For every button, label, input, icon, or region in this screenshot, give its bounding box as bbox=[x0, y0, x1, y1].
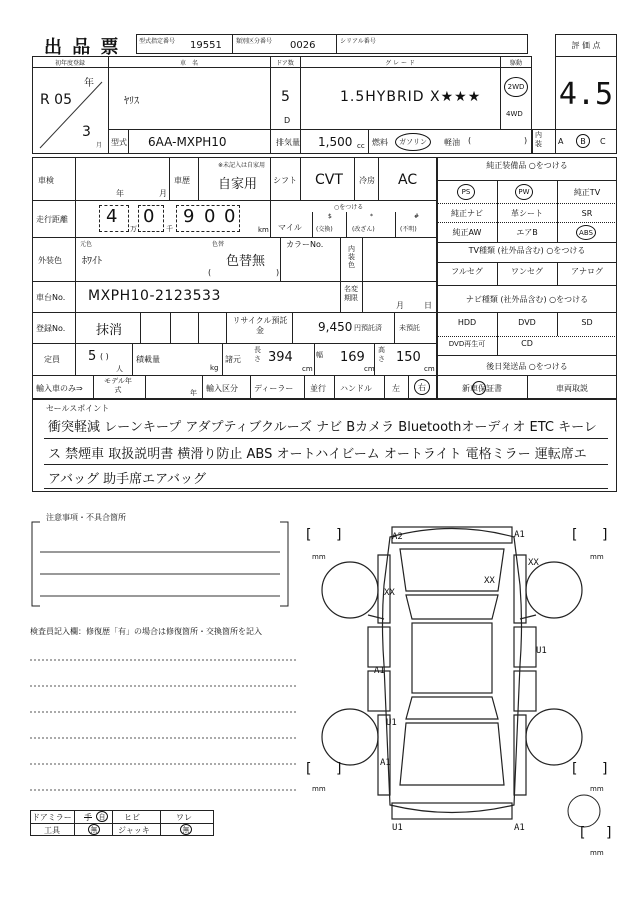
bracket-rl-open: [ bbox=[306, 761, 312, 777]
width-unit: cm bbox=[364, 365, 375, 373]
interior-b: B bbox=[576, 134, 590, 148]
handle-label: ハンドル bbox=[340, 384, 372, 393]
history-value: 自家用 bbox=[218, 177, 258, 192]
class-code-label: 類別区分番号 bbox=[236, 38, 273, 45]
mark-front-fender-left: XX bbox=[384, 588, 395, 598]
recycle-none: 未預託 bbox=[399, 324, 420, 332]
mark-hood: XX bbox=[484, 576, 495, 586]
bracket-fr-close: ] bbox=[602, 527, 608, 543]
bracket-sp-open: [ bbox=[580, 825, 586, 841]
mileage-digit-3: 9 bbox=[183, 206, 195, 227]
navi-dvd: DVD bbox=[518, 318, 536, 327]
import-parallel: 並行 bbox=[310, 384, 326, 393]
capacity-value: 5 bbox=[88, 349, 97, 364]
first-reg-month-unit: 月 bbox=[96, 142, 103, 149]
mark-left-door: A1 bbox=[374, 666, 385, 676]
recycle-label: リサイクル預託金 bbox=[232, 316, 288, 335]
navi-cd: CD bbox=[521, 339, 533, 348]
equip-tv: 純正TV bbox=[573, 187, 601, 197]
shift-label: シフト bbox=[273, 176, 297, 185]
mark-rear-bumper-left: U1 bbox=[392, 823, 403, 833]
odo-tamper-label: (改ざん) bbox=[352, 226, 375, 233]
equip-airbag: エアB bbox=[516, 227, 538, 237]
mirror-manual: 手 bbox=[84, 813, 92, 822]
fuel-paren-open: ( bbox=[468, 136, 472, 145]
repaint-label: 色替 bbox=[212, 241, 225, 248]
capacity-label: 定員 bbox=[44, 355, 60, 364]
later-label: 後日発送品 ○をつける bbox=[486, 362, 568, 371]
height-label: 高さ bbox=[378, 346, 385, 363]
handle-right: 右 bbox=[414, 379, 430, 395]
odo-exchange-label: (交換) bbox=[316, 226, 333, 233]
original-color: ﾎﾜｲﾄ bbox=[82, 256, 102, 267]
displacement-label: 排気量 bbox=[276, 138, 300, 147]
displacement-unit: cc bbox=[357, 142, 365, 150]
fuel-paren-close: ) bbox=[524, 136, 528, 145]
inspector-label: 検査員記入欄：修復歴「有」の場合は修復箇所・交換箇所を記入 bbox=[30, 627, 262, 636]
inspection-label: 車検 bbox=[38, 176, 54, 185]
grade-label: グ レ ー ド bbox=[385, 59, 415, 67]
caution-label: 注意事項・不具合箇所 bbox=[46, 513, 126, 522]
inspection-year-unit: 年 bbox=[116, 189, 124, 198]
capacity-unit: 人 bbox=[116, 365, 123, 373]
height-unit: cm bbox=[424, 365, 435, 373]
recycle-value: 9,450 bbox=[318, 320, 353, 334]
mark-front-fender-right: XX bbox=[528, 558, 539, 568]
recycle-unit: 円預託済 bbox=[354, 324, 382, 332]
form-title: 出 品 票 bbox=[44, 37, 121, 58]
jack-label: ジャッキ bbox=[118, 826, 150, 835]
mirror-label: ドアミラー bbox=[32, 813, 72, 822]
score-value: 4.5 bbox=[558, 76, 614, 112]
repaint-paren-close: ) bbox=[276, 268, 280, 277]
tool-value: 無 bbox=[88, 824, 100, 835]
import-type-label: 輸入区分 bbox=[206, 384, 238, 393]
mileage-digit-1: 4 bbox=[106, 206, 118, 227]
mark-front-bumper-right: A1 bbox=[514, 530, 525, 540]
displacement-value: 1,500 bbox=[318, 135, 353, 149]
caution-bracket bbox=[30, 514, 300, 614]
mileage-unit: km bbox=[258, 226, 269, 234]
score-label: 評 価 点 bbox=[571, 40, 601, 50]
mm-sp: mm bbox=[590, 849, 604, 857]
mileage-sen-unit: 千 bbox=[166, 225, 173, 233]
mile-label: マイル bbox=[278, 223, 302, 232]
fuel-gasoline: ガソリン bbox=[395, 133, 431, 151]
width-label: 幅 bbox=[316, 351, 323, 359]
interior-c: C bbox=[600, 137, 606, 146]
capacity-paren: ( ) bbox=[100, 352, 109, 361]
fuel-diesel: 軽油 bbox=[444, 138, 460, 147]
sales-points-line-2: ス 禁煙車 取扱説明書 横滑り防止 ABS オートハイビーム オートライト 電格ミラー 運転席エ bbox=[48, 447, 587, 462]
equip-pw: PW bbox=[515, 184, 533, 200]
tool-label: 工具 bbox=[44, 826, 60, 835]
crack-label: ヒビ bbox=[124, 813, 140, 822]
handle-left: 左 bbox=[392, 384, 400, 393]
chassis-number: MXPH10-2123533 bbox=[88, 288, 221, 304]
equip-navi: 純正ナビ bbox=[451, 208, 483, 218]
fuel-label: 燃料 bbox=[372, 138, 388, 147]
serial-label: シリアル番号 bbox=[340, 38, 376, 45]
grade: 1.5HYBRID X★★★ bbox=[340, 89, 482, 105]
mileage-man-unit: 万 bbox=[130, 225, 137, 233]
warranty-circle bbox=[472, 381, 486, 395]
car-name: ﾔﾘｽ bbox=[124, 96, 139, 107]
color-no-label: カラーNo. bbox=[286, 240, 324, 249]
tv-analog: アナログ bbox=[571, 267, 603, 276]
first-reg-year-unit: 年 bbox=[84, 78, 94, 89]
length-value: 394 bbox=[268, 350, 293, 365]
name-change-month: 月 bbox=[396, 301, 404, 310]
reg-no-value: 抹消 bbox=[96, 323, 123, 338]
history-note: ※未記入は自家用 bbox=[218, 162, 266, 169]
break-label: ワレ bbox=[176, 813, 192, 822]
odo-tamper: * bbox=[370, 213, 373, 220]
navi-type-label: ナビ種類 (社外品含む) ○をつける bbox=[465, 295, 589, 304]
original-color-label: 元色 bbox=[80, 241, 93, 248]
odo-unknown: # bbox=[414, 213, 420, 220]
name-change-label: 名変期限 bbox=[344, 285, 358, 302]
sales-points-label: セールスポイント bbox=[46, 404, 110, 413]
inspection-month-unit: 月 bbox=[159, 189, 167, 198]
mark-front-bumper-left: A2 bbox=[392, 532, 403, 542]
equip-ps: PS bbox=[457, 184, 475, 200]
tv-fullseg: フルセグ bbox=[451, 267, 483, 276]
navi-hdd: HDD bbox=[457, 318, 477, 327]
history-label: 車歴 bbox=[174, 176, 190, 185]
load-label: 積載量 bbox=[136, 355, 160, 364]
bracket-sp-close: ] bbox=[606, 825, 612, 841]
chassis-label: 車台No. bbox=[36, 293, 66, 302]
drive-label: 駆動 bbox=[509, 59, 522, 67]
first-reg-era: R 05 bbox=[40, 92, 72, 108]
mileage-digit-2: 0 bbox=[143, 206, 155, 227]
import-dealer: ディーラー bbox=[254, 384, 294, 393]
bracket-fl-open: [ bbox=[306, 527, 312, 543]
drive-4wd: 4WD bbox=[506, 110, 523, 118]
equip-abs: ABS bbox=[576, 225, 596, 240]
ac-label: 冷房 bbox=[359, 176, 375, 185]
bracket-fl-close: ] bbox=[336, 527, 342, 543]
equip-leather: 革シート bbox=[511, 208, 543, 218]
doors-count: 5 bbox=[281, 89, 290, 105]
repaint-paren-open: ( bbox=[208, 268, 212, 277]
door-type: D bbox=[284, 116, 291, 125]
odo-unknown-label: (不明) bbox=[400, 226, 417, 233]
inspector-lines bbox=[30, 640, 300, 800]
navi-sd: SD bbox=[581, 318, 593, 327]
interior-grade-label: 内装 bbox=[535, 131, 542, 148]
mirror-auto: 自 bbox=[96, 811, 108, 822]
dims-label: 諸元 bbox=[225, 355, 241, 364]
model-label: 型式 bbox=[111, 138, 127, 147]
equip-aw: 純正AW bbox=[452, 227, 482, 237]
warranty-book: 新車保証書 bbox=[462, 384, 502, 393]
sales-points-line-1: 衝突軽減 レーンキープ アダプティブクルーズ ナビ Bカメラ Bluetoothオーディオ ETC キーレ bbox=[48, 420, 597, 435]
odo-note: ○をつける bbox=[334, 204, 364, 211]
mark-right-door: U1 bbox=[536, 646, 547, 656]
drive-2wd: 2WD bbox=[504, 77, 528, 97]
dvd-play-label: DVD再生可 bbox=[448, 340, 486, 348]
mm-rl: mm bbox=[312, 785, 326, 793]
model-year-label: モデル年式 bbox=[104, 377, 132, 394]
mileage-digit-4: 0 bbox=[204, 206, 216, 227]
name-change-day: 日 bbox=[424, 301, 432, 310]
load-unit: kg bbox=[210, 364, 219, 372]
mm-fl: mm bbox=[312, 553, 326, 561]
bracket-fr-open: [ bbox=[572, 527, 578, 543]
model-code-label: 型式指定番号 bbox=[139, 38, 176, 45]
doors-label: ドア数 bbox=[276, 59, 294, 67]
height-value: 150 bbox=[396, 350, 421, 365]
ac-value: AC bbox=[398, 172, 418, 188]
car-diagram bbox=[308, 515, 618, 855]
model-code: 19551 bbox=[190, 40, 222, 51]
car-name-label: 車 名 bbox=[179, 59, 198, 67]
color-label: 外装色 bbox=[38, 256, 62, 265]
mm-rr: mm bbox=[590, 785, 604, 793]
odo-exchange: $ bbox=[328, 213, 332, 220]
repaint-value: 色替無 bbox=[226, 254, 266, 269]
bracket-rr-open: [ bbox=[572, 761, 578, 777]
mark-rear-fender-left: A1 bbox=[380, 758, 391, 768]
interior-color-label: 内装色 bbox=[348, 245, 355, 269]
first-reg-label: 初年度登録 bbox=[54, 59, 85, 67]
tv-type-label: TV種類 (社外品含む) ○をつける bbox=[468, 246, 586, 255]
mark-rear-bumper-right: A1 bbox=[514, 823, 525, 833]
mileage-digit-5: 0 bbox=[224, 206, 236, 227]
bracket-rr-close: ] bbox=[602, 761, 608, 777]
shift-value: CVT bbox=[315, 172, 343, 188]
length-unit: cm bbox=[302, 365, 313, 373]
equip-sr: SR bbox=[581, 208, 593, 218]
mileage-label: 走行距離 bbox=[36, 215, 68, 224]
first-reg-month: 3 bbox=[82, 124, 91, 140]
mark-left-rear: U1 bbox=[386, 718, 397, 728]
sales-points-line-3: アバッグ 助手席エアバッグ bbox=[48, 472, 207, 487]
reg-no-label: 登録No. bbox=[36, 324, 66, 333]
model-code-value: 6AA-MXPH10 bbox=[148, 135, 227, 149]
mm-fr: mm bbox=[590, 553, 604, 561]
vehicle-manual: 車両取説 bbox=[556, 384, 588, 393]
import-label: 輸入車のみ⇒ bbox=[36, 384, 83, 393]
bracket-rl-close: ] bbox=[336, 761, 342, 777]
tv-oneseg: ワンセグ bbox=[511, 267, 543, 276]
model-year-unit: 年 bbox=[190, 389, 197, 397]
length-label: 長さ bbox=[254, 346, 261, 363]
class-code: 0026 bbox=[290, 40, 316, 51]
width-value: 169 bbox=[340, 350, 365, 365]
jack-value: 無 bbox=[180, 824, 192, 835]
equipment-standard-label: 純正装備品 ○をつける bbox=[486, 161, 568, 170]
interior-a: A bbox=[558, 137, 564, 146]
